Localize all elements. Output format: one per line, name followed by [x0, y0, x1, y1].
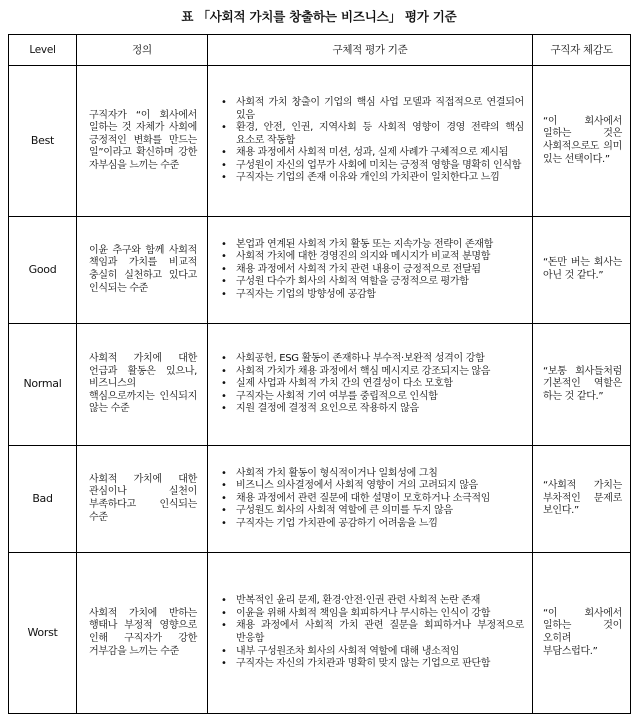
- criteria-item: [214, 505, 524, 518]
- criteria-cell: [208, 324, 533, 446]
- bullet-icon: •: [221, 595, 227, 607]
- bullet-icon: •: [221, 238, 227, 250]
- criteria-item: [214, 493, 524, 506]
- header-row: [9, 35, 631, 66]
- criteria-item: [214, 239, 524, 252]
- criteria-text: 반복적인 윤리 문제, 환경·안전·인권 관련 사회적 논란 존재: [236, 595, 481, 607]
- criteria-text: 구성원도 회사의 사회적 역할에 큰 의미를 두지 않음: [236, 505, 453, 517]
- bullet-icon: •: [221, 288, 227, 300]
- header-level: Level: [9, 35, 77, 66]
- criteria-item: [214, 403, 524, 416]
- criteria-text: 사회적 가치가 채용 과정에서 핵심 메시지로 강조되지는 않음: [236, 365, 491, 377]
- criteria-text: 채용 과정에서 사회적 미션, 성과, 실제 사례가 구체적으로 제시됨: [236, 147, 509, 159]
- criteria-text: 구직자는 기업의 방향성에 공감함: [236, 288, 376, 300]
- table-row-best: [9, 66, 631, 217]
- perception-cell: “이 회사에서 일하는 것이 오히려 부담스럽다.”: [533, 553, 631, 714]
- bullet-icon: •: [221, 378, 227, 390]
- criteria-item: [214, 289, 524, 302]
- criteria-item: [214, 366, 524, 379]
- bullet-icon: •: [221, 505, 227, 517]
- bullet-icon: •: [221, 159, 227, 171]
- criteria-item: [214, 276, 524, 289]
- criteria-item: [214, 658, 524, 671]
- criteria-list: [214, 595, 524, 671]
- table-row-normal: [9, 324, 631, 446]
- criteria-text: 사회공헌, ESG 활동이 존재하나 부수적·보완적 성격이 강함: [236, 353, 485, 365]
- criteria-cell: [208, 66, 533, 217]
- level-cell: Good: [9, 217, 77, 324]
- bullet-icon: •: [221, 467, 227, 479]
- criteria-item: [214, 595, 524, 608]
- table-row-bad: [9, 446, 631, 553]
- criteria-item: [214, 172, 524, 185]
- criteria-text: 지원 결정에 결정적 요인으로 작용하지 않음: [236, 403, 419, 415]
- bullet-icon: •: [221, 492, 227, 504]
- definition-cell: 사회적 가치에 대한 언급과 활동은 있으나, 비즈니스의 핵심으로까지는 인식되지 않는 수준: [77, 324, 208, 446]
- level-cell: Best: [9, 66, 77, 217]
- criteria-item: [214, 518, 524, 531]
- criteria-item: [214, 264, 524, 277]
- criteria-text: 환경, 안전, 인권, 지역사회 등 사회적 영향이 경영 전략의 핵심 요소로 작동함: [236, 122, 524, 146]
- criteria-item: [214, 646, 524, 659]
- definition-cell: 구직자가 “이 회사에서 일하는 것 자체가 사회에 긍정적인 변화를 만드는 일”이라고 확신하며 강한 자부심을 느끼는 수준: [77, 66, 208, 217]
- bullet-icon: •: [221, 353, 227, 365]
- perception-cell: “보통 회사들처럼 기본적인 역할은 하는 것 같다.”: [533, 324, 631, 446]
- criteria-item: [214, 122, 524, 147]
- table-row-worst: [9, 553, 631, 714]
- level-cell: Normal: [9, 324, 77, 446]
- criteria-item: [214, 251, 524, 264]
- criteria-text: 구직자는 사회적 기여 여부를 중립적으로 인식함: [236, 390, 438, 402]
- criteria-text: 채용 과정에서 관련 질문에 대한 설명이 모호하거나 소극적임: [236, 492, 491, 504]
- table-row-good: [9, 217, 631, 324]
- criteria-text: 구성원이 자신의 업무가 사회에 미치는 긍정적 영향을 명확히 인식함: [236, 159, 522, 171]
- criteria-text: 채용 과정에서 사회적 가치 관련 내용이 긍정적으로 전달됨: [236, 263, 481, 275]
- bullet-icon: •: [221, 390, 227, 402]
- criteria-item: [214, 160, 524, 173]
- evaluation-table: [8, 34, 631, 714]
- criteria-cell: [208, 446, 533, 553]
- criteria-text: 구성원 다수가 회사의 사회적 역할을 긍정적으로 평가함: [236, 276, 469, 288]
- bullet-icon: •: [221, 365, 227, 377]
- criteria-text: 사회적 가치 활동이 형식적이거나 일회성에 그침: [236, 467, 438, 479]
- perception-cell: “이 회사에서 일하는 것은 사회적으로도 의미 있는 선택이다.”: [533, 66, 631, 217]
- criteria-list: [214, 239, 524, 302]
- definition-cell: 사회적 가치에 반하는 행태나 부정적 영향으로 인해 구직자가 강한 거부감을 느끼는 수준: [77, 553, 208, 714]
- level-cell: Bad: [9, 446, 77, 553]
- bullet-icon: •: [221, 172, 227, 184]
- bullet-icon: •: [221, 147, 227, 159]
- criteria-list: [214, 97, 524, 185]
- criteria-item: [214, 147, 524, 160]
- criteria-text: 구직자는 자신의 가치관과 명확히 맞지 않는 기업으로 판단함: [236, 658, 491, 670]
- criteria-cell: [208, 553, 533, 714]
- bullet-icon: •: [221, 403, 227, 415]
- criteria-item: [214, 353, 524, 366]
- bullet-icon: •: [221, 607, 227, 619]
- criteria-text: 비즈니스 의사결정에서 사회적 영향이 거의 고려되지 않음: [236, 480, 478, 492]
- criteria-item: [214, 391, 524, 404]
- criteria-list: [214, 468, 524, 531]
- level-cell: Worst: [9, 553, 77, 714]
- criteria-item: [214, 480, 524, 493]
- bullet-icon: •: [221, 480, 227, 492]
- criteria-text: 사회적 가치 창출이 기업의 핵심 사업 모델과 직접적으로 연결되어 있음: [236, 96, 524, 121]
- criteria-item: [214, 378, 524, 391]
- bullet-icon: •: [221, 620, 227, 632]
- perception-cell: “사회적 가치는 부차적인 문제로 보인다.”: [533, 446, 631, 553]
- bullet-icon: •: [221, 276, 227, 288]
- criteria-item: [214, 620, 524, 645]
- criteria-text: 실제 사업과 사회적 가치 간의 연결성이 다소 모호함: [236, 378, 453, 390]
- criteria-text: 본업과 연계된 사회적 가치 활동 또는 지속가능 전략이 존재함: [236, 238, 494, 250]
- header-definition: 정의: [77, 35, 208, 66]
- bullet-icon: •: [221, 251, 227, 263]
- criteria-text: 채용 과정에서 사회적 가치 관련 질문을 회피하거나 부정적으로 반응함: [236, 620, 524, 644]
- definition-cell: 이윤 추구와 함께 사회적 책임과 가치를 비교적 충실히 실천하고 있다고 인식되는 수준: [77, 217, 208, 324]
- bullet-icon: •: [221, 122, 227, 134]
- criteria-text: 이윤을 위해 사회적 책임을 회피하거나 무시하는 인식이 강함: [236, 607, 491, 619]
- criteria-cell: [208, 217, 533, 324]
- header-perception: 구직자 체감도: [533, 35, 631, 66]
- table-caption: 표 「사회적 가치를 창출하는 비즈니스」 평가 기준: [181, 9, 457, 24]
- criteria-list: [214, 353, 524, 416]
- criteria-text: 사회적 가치에 대한 경영진의 의지와 메시지가 비교적 분명함: [236, 251, 491, 263]
- criteria-text: 구직자는 기업의 존재 이유와 개인의 가치관이 일치한다고 느낌: [236, 172, 500, 184]
- criteria-item: [214, 608, 524, 621]
- bullet-icon: •: [221, 517, 227, 529]
- criteria-item: [214, 468, 524, 481]
- criteria-item: [214, 97, 524, 122]
- header-criteria: 구체적 평가 기준: [208, 35, 533, 66]
- criteria-text: 내부 구성원조차 회사의 사회적 역할에 대해 냉소적임: [236, 645, 460, 657]
- bullet-icon: •: [221, 96, 227, 108]
- criteria-text: 구직자는 기업 가치관에 공감하기 어려움을 느낌: [236, 517, 438, 529]
- bullet-icon: •: [221, 645, 227, 657]
- bullet-icon: •: [221, 658, 227, 670]
- bullet-icon: •: [221, 263, 227, 275]
- perception-cell: “돈만 버는 회사는 아닌 것 같다.”: [533, 217, 631, 324]
- definition-cell: 사회적 가치에 대한 관심이나 실천이 부족하다고 인식되는 수준: [77, 446, 208, 553]
